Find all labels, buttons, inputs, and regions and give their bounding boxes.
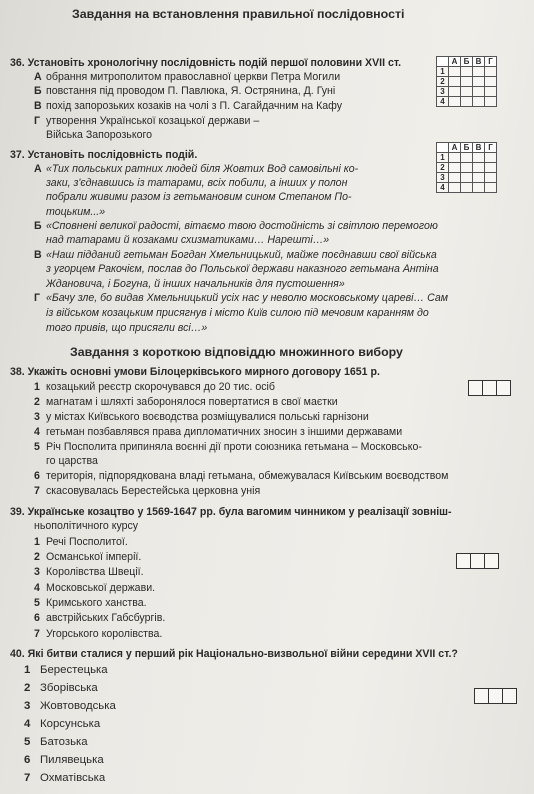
q38-item-5-cont: го царства [46, 455, 98, 467]
q40-item-4: 4 Корсунська [24, 718, 101, 730]
q40-item-7: 7 Охматівська [24, 772, 106, 784]
q39-item-4: 4 Московської держави. [34, 582, 156, 594]
q37-option-b-1: Б «Сповнені великої радості, вітаємо твою достойність зі світлою перемогою [34, 220, 438, 232]
q37-option-a-4: тоцьким...» [46, 206, 106, 218]
q37-option-c-3: Ждановича, і Богуна, й інших начальників для пустошення» [46, 278, 345, 290]
q36-option-c: В похід запорозьких козаків на чолі з П. Сагайдачним на Кафу [34, 100, 343, 112]
q36-answer-grid[interactable]: А Б В Г 1 2 3 4 [436, 56, 497, 107]
q36-option-d: Г утворення Української козацької держави – [34, 115, 260, 127]
q38-answer-boxes[interactable] [468, 380, 511, 396]
q39-item-2: 2 Османської імперії. [34, 551, 142, 563]
q40-item-5: 5 Батозька [24, 736, 88, 748]
q38-item-6: 6 територія, підпорядкована владі гетьмана, обмежувалася Київським воєводством [34, 470, 449, 482]
q40-title: 40. Які битви сталися у перший рік Національно-визвольної війни середини XVII ст.? [10, 648, 458, 660]
q39-item-3: 3 Королівства Швеції. [34, 566, 144, 578]
q37-answer-grid[interactable]: А Б В Г 1 2 3 4 [436, 142, 497, 193]
q39-item-1: 1 Речі Посполитої. [34, 536, 128, 548]
q37-option-b-2: над татарами й козаками схизматиками… Нарешті…» [46, 234, 330, 246]
q37-option-c-2: з угорцем Ракочієм, послав до Польської держави наказного гетьмана Антіна [46, 263, 439, 275]
q37-title: 37. Установіть послідовність подій. [10, 149, 198, 161]
q38-item-3: 3 у містах Київського воєводства розміщувалися польські гарнізони [34, 411, 369, 423]
q40-answer-boxes[interactable] [474, 688, 517, 704]
q36-option-b: Б повстання під проводом П. Павлюка, Я. Острянина, Д. Гуні [34, 85, 336, 97]
q40-item-2: 2 Зборівська [24, 682, 98, 694]
q40-item-3: 3 Жовтоводська [24, 700, 116, 712]
q38-item-2: 2 магнатам і шляхті заборонялося повертатися в свої маєтки [34, 396, 338, 408]
q39-item-6: 6 австрійських Габсбургів. [34, 612, 166, 624]
q36-title: 36. Установіть хронологічну послідовність подій першої половини XVII ст. [10, 57, 402, 69]
q38-item-1: 1 козацький реєстр скорочувався до 20 тис. осіб [34, 381, 275, 393]
q37-option-c-1: В «Наш підданий гетьман Богдан Хмельницький, майже поєднавши свої війська [34, 249, 437, 261]
q39-title: 39. Українське козацтво у 1569-1647 рр. була вагомим чинником у реалізації зовніш- [10, 506, 452, 518]
q37-option-d-2: із військом козацьким присягнув і місто Київ силою під мечовим каранням до [46, 307, 429, 319]
q36-option-a: А обрання митрополитом православної церкви Петра Могили [34, 71, 341, 83]
q40-item-6: 6 Пилявецька [24, 754, 104, 766]
q38-item-4: 4 гетьман позбавлявся права дипломатичних зносин з іншими державами [34, 426, 403, 438]
q36-option-d-cont: Війська Запорозького [46, 129, 152, 141]
q40-item-1: 1 Берестецька [24, 664, 108, 676]
q38-item-5: 5 Річ Посполита припиняла воєнні дії проти союзника гетьмана – Московсько- [34, 441, 422, 453]
q37-option-a-3: побрали живими разом із гетьмановим сином Степаном По- [46, 191, 352, 203]
q38-item-7: 7 скасовувалась Берестейська церковна унія [34, 485, 261, 497]
q39-answer-boxes[interactable] [456, 553, 499, 569]
q39-item-7: 7 Угорського королівства. [34, 628, 163, 640]
q38-title: 38. Укажіть основні умови Білоцерківського мирного договору 1651 р. [10, 366, 380, 378]
q37-option-d-3: того привів, що присягли всі…» [46, 322, 208, 334]
q37-option-d-1: Г «Бачу зле, бо видав Хмельницький усіх нас у неволю московському цареві… Сам [34, 292, 448, 304]
q39-title-cont: ньополітичного курсу [34, 520, 139, 532]
section-heading-sequence: Завдання на встановлення правильної послідовності [72, 7, 405, 21]
q39-item-5: 5 Кримського ханства. [34, 597, 147, 609]
q37-option-a-2: заки, з'єднавшись із татарами, всіх побили, а інших у полон [46, 177, 348, 189]
section-heading-multiple-choice: Завдання з короткою відповіддю множинного вибору [70, 345, 403, 359]
q37-option-a-1: А «Тих польських ратних людей біля Жовтих Вод самовільні ко- [34, 163, 359, 175]
